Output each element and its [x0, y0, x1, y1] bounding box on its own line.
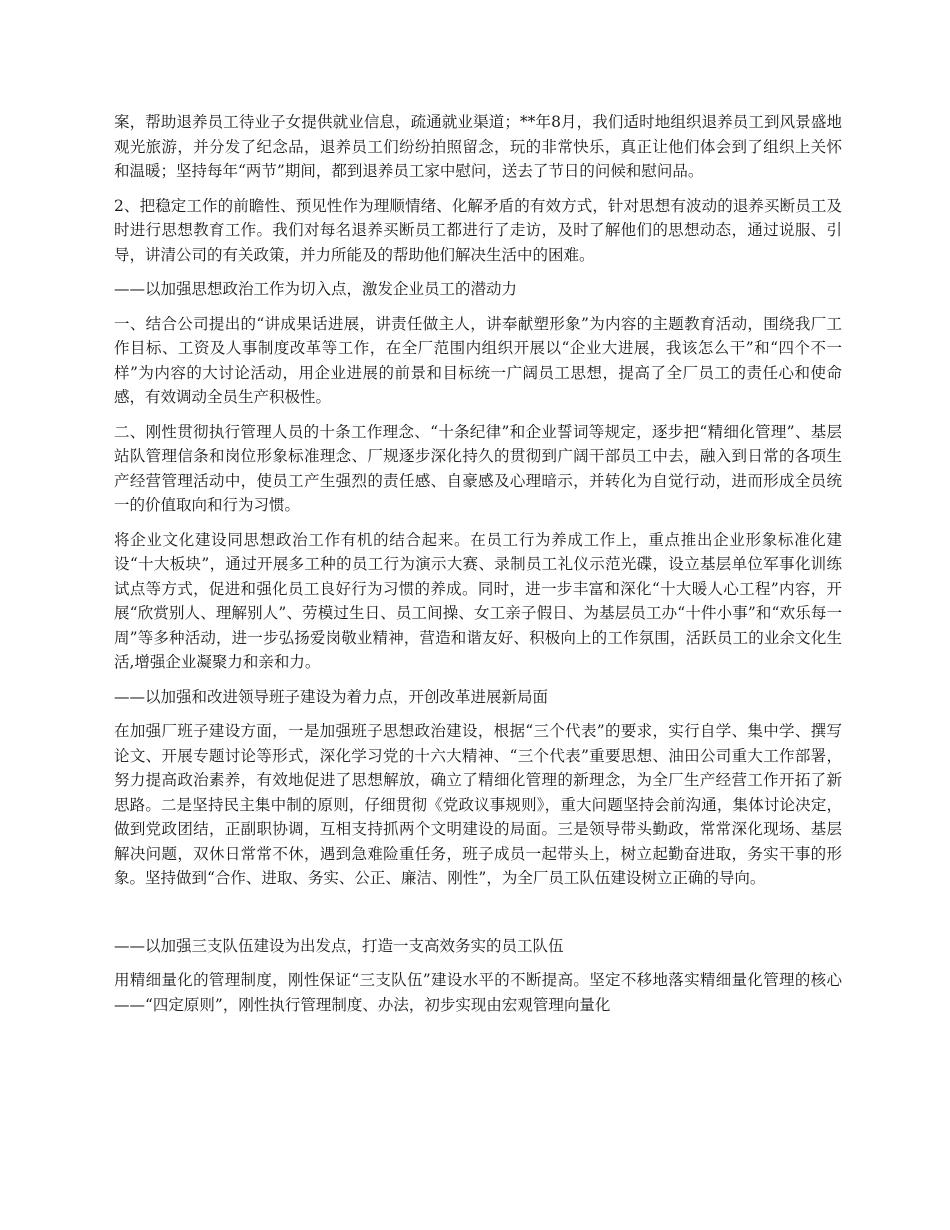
blank-gap	[114, 901, 842, 934]
paragraph-quantified-management: 用精细量化的管理制度，刚性保证“三支队伍”建设水平的不断提高。坚定不移地落实精细量化管理的核心——“四定原则”，刚性执行管理制度、办法，初步实现由宏观管理向量化	[114, 971, 842, 1014]
paragraph-corporate-culture: 将企业文化建设同思想政治工作有机的结合起来。在员工行为养成工作上，重点推出企业形象标准化建设“十大板块”，通过开展多工种的员工行为演示大赛、录制员工礼仪示范光碟，设立基层单位军事化训练试点等方式，促进和强化员工良好行为习惯的养成。同时，进一步丰富和深化“十大暖人心工程”内容，开展“欣赏别人、理解别人”、劳模过生日、员工间操、女工亲子假日、为基层员工办“十件小事”和“欢乐每一周”等多种活动，进一步弘扬爱岗敬业精神，营造和谐友好、积极向上的工作氛围，活跃员工的业余文化生活,增强企业凝聚力和亲和力。	[114, 530, 842, 671]
document-page	[114, 110, 842, 1027]
section-heading-leadership: ——以加强和改进领导班子建设为着力点，开创改革进展新局面	[114, 687, 549, 706]
paragraph-stability-work: 2、把稳定工作的前瞻性、预见性作为理顺情绪、化解矛盾的有效方式，针对思想有波动的退养买断员工及时进行思想教育工作。我们对每名退养买断员工都进行了走访，及时了解他们的思想动态，通过说服、引导，讲清公司的有关政策，并力所能及的帮助他们解决生活中的困难。	[114, 196, 842, 264]
paragraph-management-rules: 二、刚性贯彻执行管理人员的十条工作理念、“十条纪律”和企业誓词等规定，逐步把“精细化管理”、基层站队管理信条和岗位形象标准理念、厂规逐步深化持久的贯彻到广阔干部员工中去，融入到日常的各项生产经营管理活动中，使员工产生强烈的责任感、自豪感及心理暗示，并转化为自觉行动，进而形成全员统一的价值取向和行为习惯。	[114, 422, 842, 514]
section-heading-three-teams: ——以加强三支队伍建设为出发点，打造一支高效务实的员工队伍	[114, 936, 564, 955]
paragraph-theme-education: 一、结合公司提出的“讲成果话进展，讲责任做主人，讲奉献塑形象”为内容的主题教育活动，围绕我厂工作目标、工资及人事制度改革等工作，在全厂范围内组织开展以“企业大进展，我该怎么干”和“四个不一样”为内容的大讨论活动，用企业进展的前景和目标统一广阔员工思想，提高了全厂员工的责任心和使命感，有效调动全员生产积极性。	[114, 314, 842, 406]
paragraph-leadership-building: 在加强厂班子建设方面，一是加强班子思想政治建设，根据“三个代表”的要求，实行自学、集中学、撰写论文、开展专题讨论等形式，深化学习党的十六大精神、“三个代表”重要思想、油田公司重大工作部署，努力提高政治素养，有效地促进了思想解放，确立了精细化管理的新理念，为全厂生产经营工作开拓了新思路。二是坚持民主集中制的原则，仔细贯彻《党政议事规则》，重大问题坚持会前沟通，集体讨论决定，做到党政团结，正副职协调，互相支持抓两个文明建设的局面。三是领导带头勤政，常常深化现场、基层解决问题，双休日常常不休，遇到急难险重任务，班子成员一起带头上，树立起勤奋进取，务实干事的形象。坚持做到“合作、进取、务实、公正、廉洁、刚性”，为全厂员工队伍建设树立正确的导向。	[114, 722, 842, 887]
section-heading-ideological-work: ——以加强思想政治工作为切入点，激发企业员工的潜动力	[114, 280, 518, 298]
paragraph-retiree-care: 案，帮助退养员工待业子女提供就业信息，疏通就业渠道；**年8月，我们适时地组织退养员工到风景盛地观光旅游，并分发了纪念品，退养员工们纷纷拍照留念，玩的非常快乐，真正让他们体会到了组织上关怀和温暖；坚持每年“两节”期间，都到退养员工家中慰问，送去了节日的问候和慰问品。	[114, 113, 842, 180]
